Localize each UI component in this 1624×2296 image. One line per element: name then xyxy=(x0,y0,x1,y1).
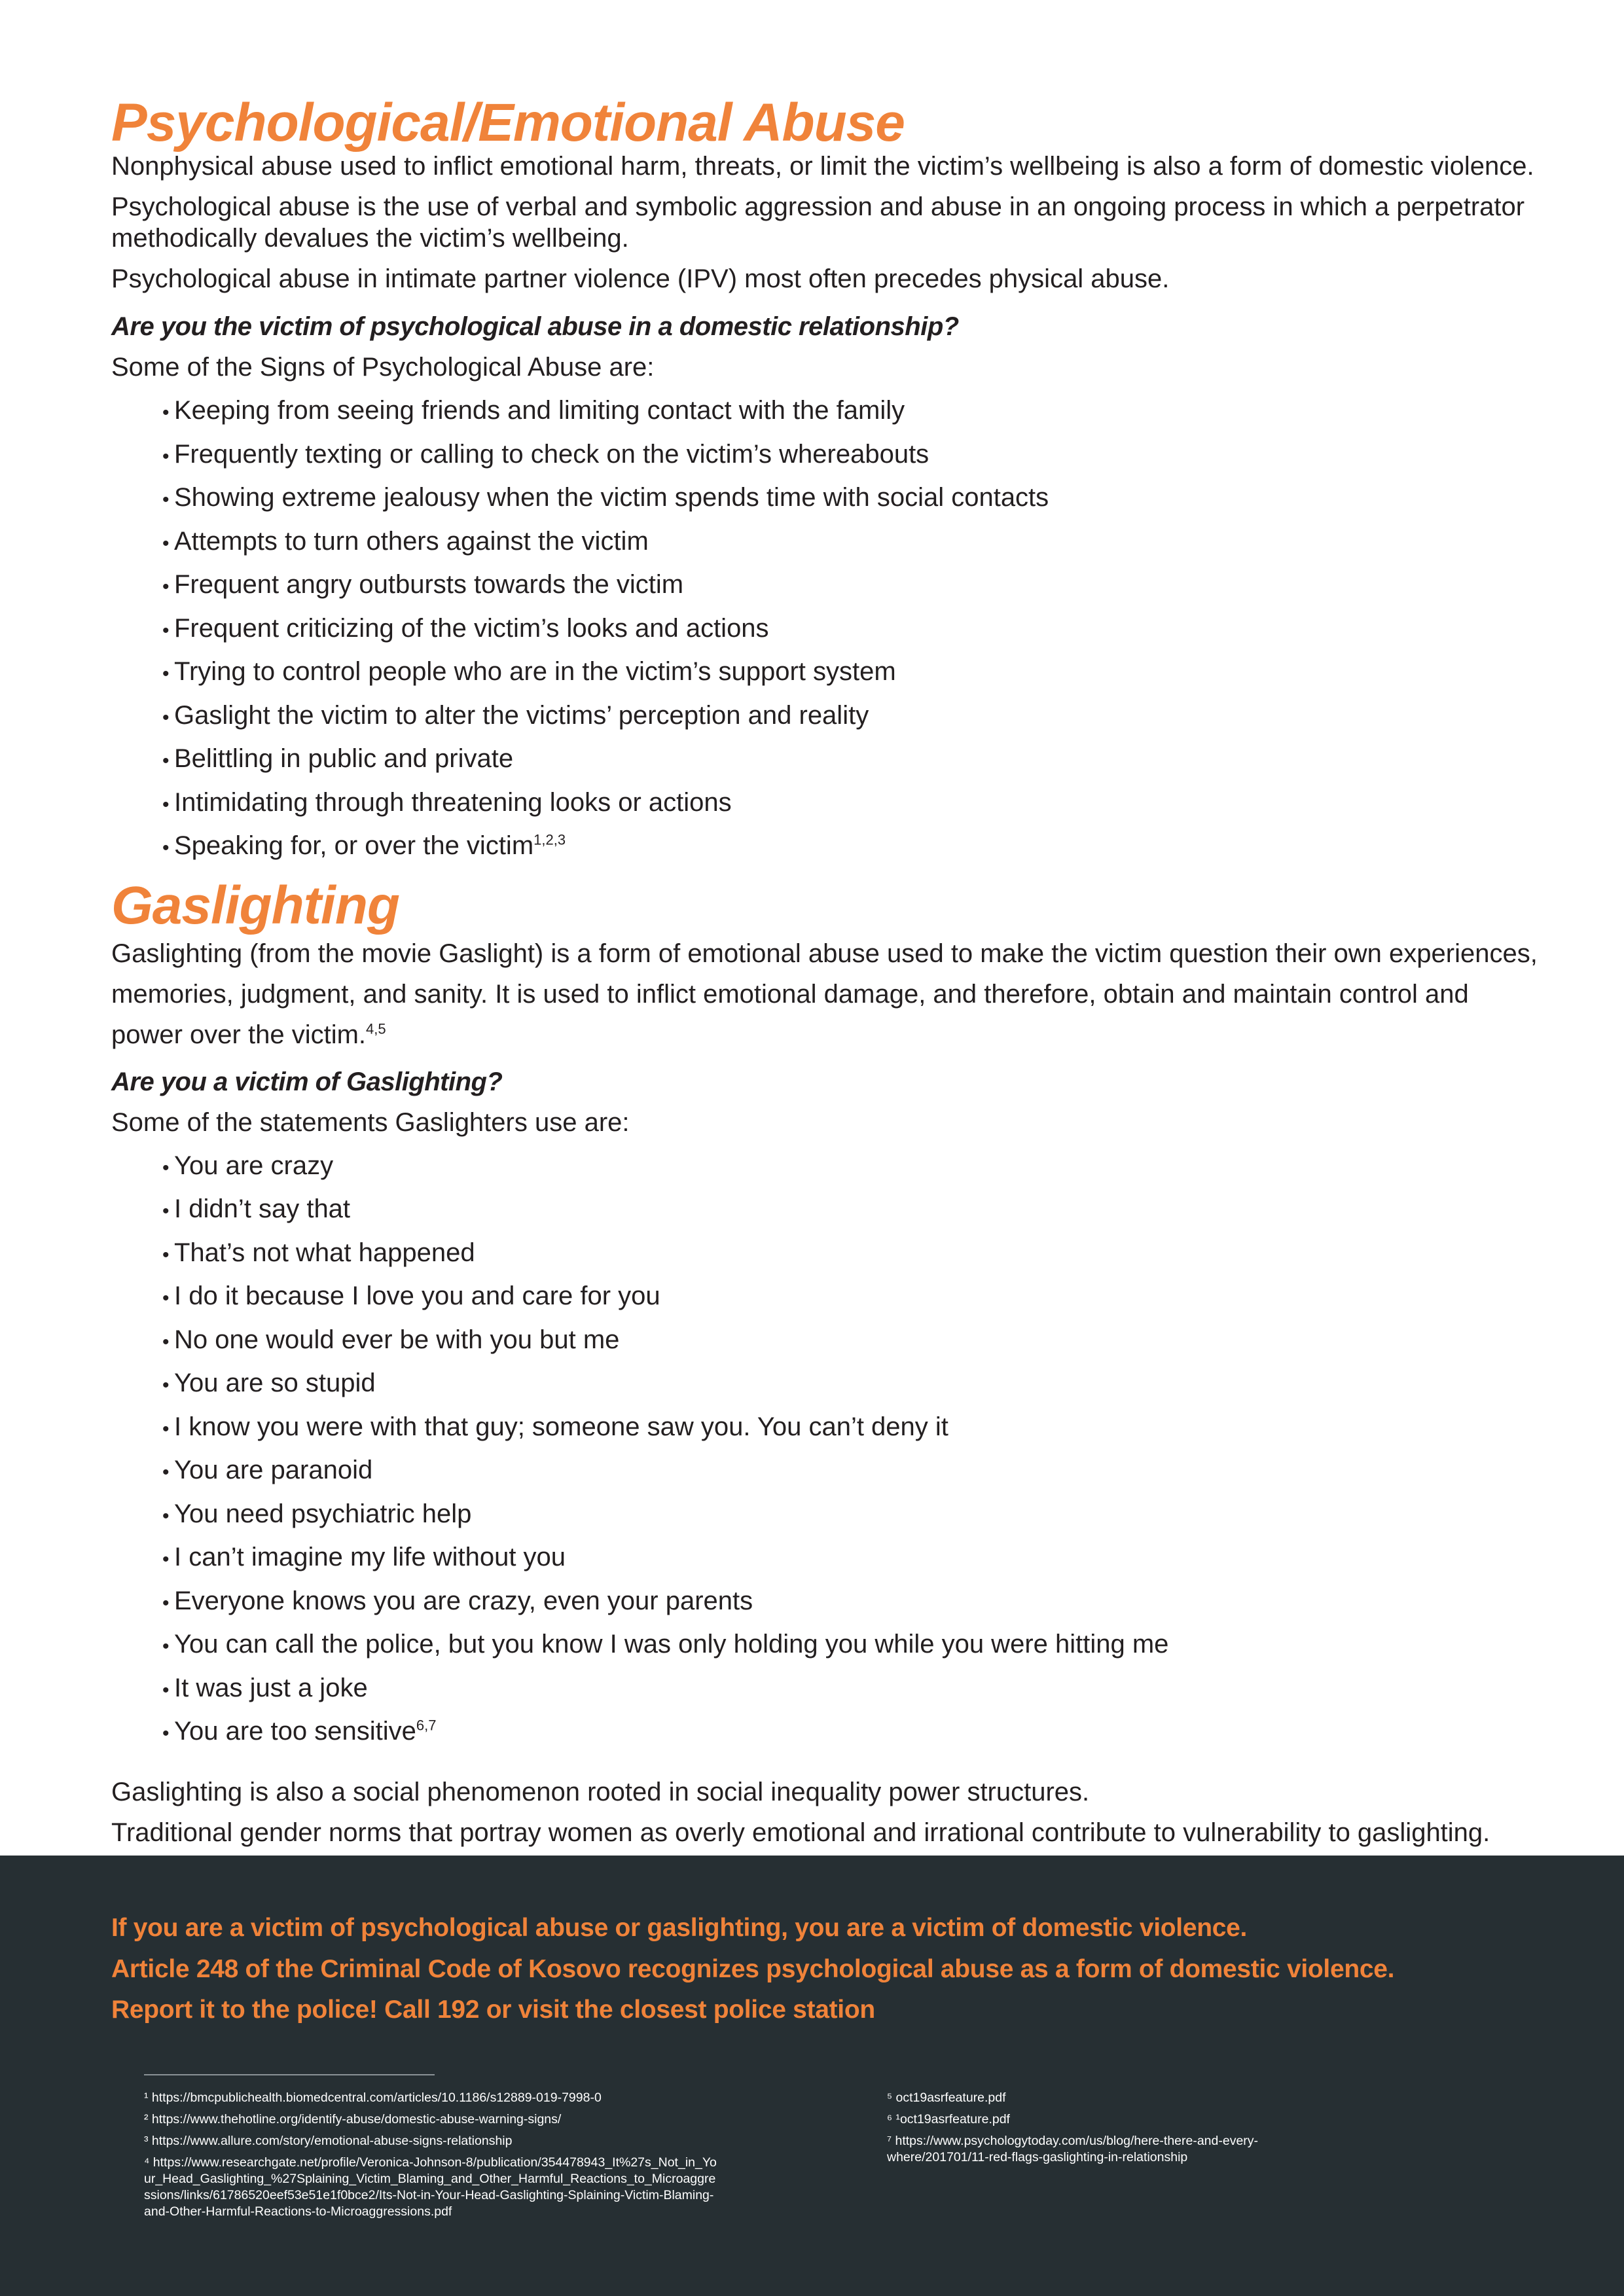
list-item: • Frequent angry outbursts towards the victim xyxy=(162,570,684,599)
list-item: • You are so stupid xyxy=(162,1369,376,1397)
list-item: • Showing extreme jealousy when the victim spends time with social contacts xyxy=(162,483,1049,512)
statements-list xyxy=(111,1145,1538,1755)
callout-message xyxy=(111,1908,1551,2031)
question-heading: Are you a victim of Gaslighting? xyxy=(111,1067,503,1096)
footnote: ³ https://www.allure.com/story/emotional-abuse-signs-relationship xyxy=(144,2134,513,2148)
list-item: • You can call the police, but you know I was only holding you while you were hitting me xyxy=(162,1630,1169,1659)
footnote: ⁵ oct19asrfeature.pdf xyxy=(887,2090,1006,2105)
list-item: • You are too sensitive$^{6,7}$ xyxy=(162,1717,437,1746)
section-title-gaslighting: Gaslighting xyxy=(111,875,399,935)
list-lead: Some of the Signs of Psychological Abuse are: xyxy=(111,353,655,382)
question-heading: Are you the victim of psychological abuse in a domestic relationship? xyxy=(111,312,959,341)
intro-paragraph: Nonphysical abuse used to inflict emotional harm, threats, or limit the victim’s wellbeing is also a form of domestic violence. xyxy=(111,152,1534,181)
list-item: • Keeping from seeing friends and limiting contact with the family xyxy=(162,396,905,425)
list-item: • It was just a joke xyxy=(162,1673,368,1702)
footnote: ⁶ ¹oct19asrfeature.pdf xyxy=(887,2112,1010,2126)
footnotes-right xyxy=(887,2090,1345,2171)
footnote-refs: 4,5 xyxy=(366,1020,386,1037)
footnote: ⁷ https://www.psychologytoday.com/us/blog/here-there-and-every-where/201701/11-red-flags-gaslighting-in-relationship xyxy=(887,2134,1259,2164)
footnote: ¹ https://bmcpublichealth.biomedcentral.com/articles/10.1186/s12889-019-7998-0 xyxy=(144,2090,602,2105)
list-item: • I can’t imagine my life without you xyxy=(162,1543,566,1571)
list-item: • I didn’t say that xyxy=(162,1194,351,1223)
closing-paragraph: Traditional gender norms that portray women as overly emotional and irrational contribute to vulnerability to gaslighting. xyxy=(111,1818,1490,1847)
footnote: ⁴ https://www.researchgate.net/profile/Veronica-Johnson-8/publication/354478943_It%27s_Not_in_Your_Head_Gaslighting_%27Splaining_Victim_Blaming_and_Other_Harmful_Reactions_to_Microaggressions/links/61786520eef53e51e1f0bce2/Its-Not-in-Your-Head-Gaslighting-Splaining-Victim-Blaming-and-Other-Harmful-Reactions-to-Microaggressions.pdf xyxy=(144,2155,717,2219)
section-title-psychological-abuse: Psychological/Emotional Abuse xyxy=(111,93,905,152)
list-item: • You need psychiatric help xyxy=(162,1499,472,1528)
intro-paragraph: Psychological abuse is the use of verbal and symbolic aggression and abuse in an ongoing process in which a perpetrator methodically devalues the victim’s wellbeing. xyxy=(111,192,1525,253)
list-item: • Everyone knows you are crazy, even your parents xyxy=(162,1586,753,1615)
footnote-refs: 6,7 xyxy=(416,1717,437,1734)
list-item: • You are crazy xyxy=(162,1151,334,1180)
list-item: • Gaslight the victim to alter the victims’ perception and reality xyxy=(162,700,869,730)
list-item: • Frequently texting or calling to check on the victim’s whereabouts xyxy=(162,439,929,469)
callout-line: If you are a victim of psychological abuse or gaslighting, you are a victim of domestic violence. xyxy=(111,1914,1248,1942)
list-item: • Attempts to turn others against the victim xyxy=(162,526,649,556)
list-item: • Intimidating through threatening looks or actions xyxy=(162,787,732,817)
footer-panel xyxy=(0,1856,1624,2296)
list-item: • That’s not what happened xyxy=(162,1238,475,1267)
list-item: • Belittling in public and private xyxy=(162,744,514,773)
list-item: • You are paranoid xyxy=(162,1456,373,1484)
list-item: • I know you were with that guy; someone saw you. You can’t deny it xyxy=(162,1412,948,1441)
footnote: ² https://www.thehotline.org/identify-abuse/domestic-abuse-warning-signs/ xyxy=(144,2112,562,2126)
signs-list xyxy=(111,390,1538,869)
list-item: • Frequent criticizing of the victim’s looks and actions xyxy=(162,613,769,643)
gaslighting-definition: Gaslighting (from the movie Gaslight) is a form of emotional abuse used to make the victim question their own experiences, memories, judgment, and sanity. It is used to inflict emotional damage, and therefore, obtain and maintain control and power over the victim.$^{4,5}$ xyxy=(111,939,1538,1049)
list-lead: Some of the statements Gaslighters use are: xyxy=(111,1107,630,1137)
callout-line: Article 248 of the Criminal Code of Kosovo recognizes psychological abuse as a form of domestic violence. xyxy=(111,1954,1395,1983)
list-item: • Trying to control people who are in the victim’s support system xyxy=(162,657,896,686)
intro-paragraph: Psychological abuse in intimate partner violence (IPV) most often precedes physical abuse. xyxy=(111,264,1170,293)
list-item: • I do it because I love you and care for you xyxy=(162,1282,660,1310)
footnote-refs: 1,2,3 xyxy=(533,831,566,848)
callout-line: Report it to the police! Call 192 or visit the closest police station xyxy=(111,1996,875,2024)
list-item: • No one would ever be with you but me xyxy=(162,1325,620,1354)
footnote-divider xyxy=(144,2074,435,2075)
closing-paragraph: Gaslighting is also a social phenomenon rooted in social inequality power structures. xyxy=(111,1777,1090,1806)
main-content xyxy=(111,92,1538,1853)
footnotes-left xyxy=(144,2090,720,2225)
list-item: • Speaking for, or over the victim$^{1,2,3}$ xyxy=(162,831,566,860)
